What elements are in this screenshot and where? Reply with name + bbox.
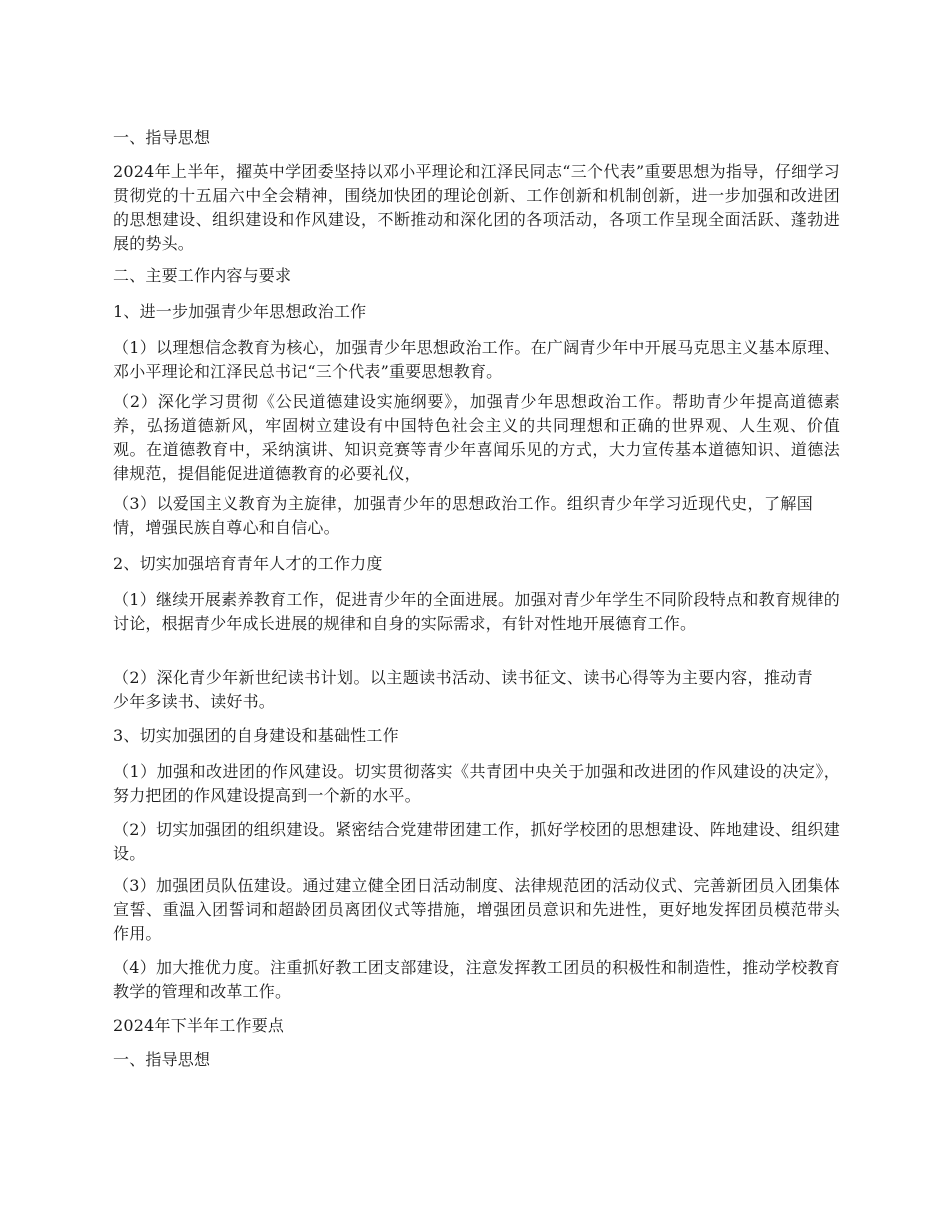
paragraph: （4）加大推优力度。注重抓好教工团支部建设，注意发挥教工团员的积极性和制造性，推动学校教育教学的管理和改革工作。 bbox=[113, 958, 840, 1001]
section-heading: 2024年下半年工作要点 bbox=[113, 1016, 285, 1035]
paragraph: （1）以理想信念教育为核心，加强青少年思想政治工作。在广阔青少年中开展马克思主义基本原理、邓小平理论和江泽民总书记“三个代表”重要思想教育。 bbox=[113, 338, 840, 381]
paragraph: （1）继续开展素养教育工作，促进青少年的全面进展。加强对青少年学生不同阶段特点和教育规律的讨论，根据青少年成长进展的规律和自身的实际需求，有针对性地开展德育工作。 bbox=[113, 590, 840, 633]
section-heading: 一、指导思想 bbox=[113, 128, 211, 147]
paragraph: 2024年上半年，擢英中学团委坚持以邓小平理论和江泽民同志“三个代表”重要思想为指导，仔细学习贯彻党的十五届六中全会精神，围绕加快团的理论创新、工作创新和机制创新，进一步加强和改进团的思想建设、组织建设和作风建设，不断推动和深化团的各项活动，各项工作呈现全面活跃、蓬勃进展的势头。 bbox=[113, 162, 840, 253]
paragraph: （1）加强和改进团的作风建设。切实贯彻落实《共青团中央关于加强和改进团的作风建设的决定》，努力把团的作风建设提高到一个新的水平。 bbox=[113, 762, 840, 805]
paragraph: （3）加强团员队伍建设。通过建立健全团日活动制度、法律规范团的活动仪式、完善新团员入团集体宣誓、重温入团誓词和超龄团员离团仪式等措施，增强团员意识和先进性，更好地发挥团员模范带头作用。 bbox=[113, 876, 840, 943]
section-heading: 二、主要工作内容与要求 bbox=[113, 266, 292, 285]
paragraph: （2）深化学习贯彻《公民道德建设实施纲要》，加强青少年思想政治工作。帮助青少年提高道德素养，弘扬道德新风，牢固树立建设有中国特色社会主义的共同理想和正确的世界观、人生观、价值观。在道德教育中，采纳演讲、知识竞赛等青少年喜闻乐见的方式，大力宣传基本道德知识、道德法律规范，提倡能促进道德教育的必要礼仪， bbox=[113, 392, 840, 483]
subsection-heading: 2、切实加强培育青年人才的工作力度 bbox=[113, 554, 383, 573]
paragraph: （2）深化青少年新世纪读书计划。以主题读书活动、读书征文、读书心得等为主要内容，推动青少年多读书、读好书。 bbox=[113, 668, 813, 711]
subsection-heading: 1、进一步加强青少年思想政治工作 bbox=[113, 302, 367, 321]
section-heading: 一、指导思想 bbox=[113, 1050, 211, 1069]
subsection-heading: 3、切实加强团的自身建设和基础性工作 bbox=[113, 726, 399, 745]
paragraph: （3）以爱国主义教育为主旋律，加强青少年的思想政治工作。组织青少年学习近现代史，了解国情，增强民族自尊心和自信心。 bbox=[113, 494, 813, 537]
paragraph: （2）切实加强团的组织建设。紧密结合党建带团建工作，抓好学校团的思想建设、阵地建设、组织建设。 bbox=[113, 820, 840, 863]
